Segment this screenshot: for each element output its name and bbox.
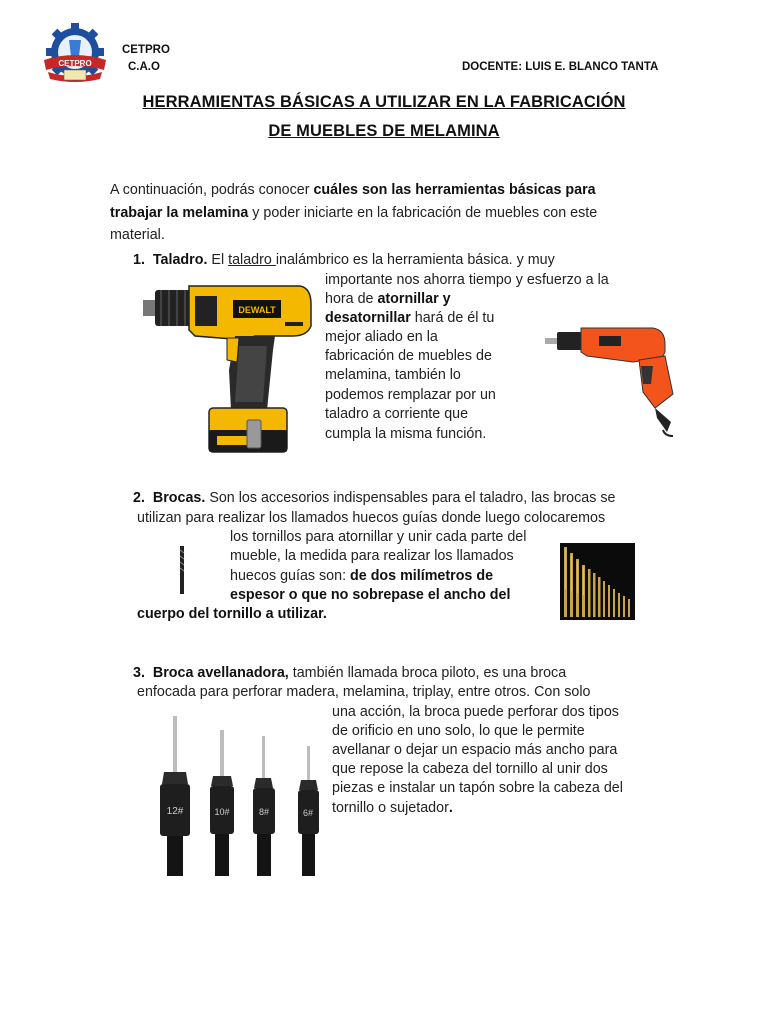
countersink-bits-image (150, 712, 330, 882)
s1-line-4: desatornillar hará de él tu (325, 310, 495, 326)
org-code: C.A.O (128, 61, 160, 73)
s1-line-1: 1. Taladro. El taladro inalámbrico es la herramienta básica. y muy (133, 252, 555, 268)
s1-line-8: podemos remplazar por un (325, 387, 496, 403)
cordless-drill-image (135, 280, 315, 455)
s2-line-4: mueble, la medida para realizar los llamados (230, 548, 514, 564)
countersink-bit (210, 730, 234, 876)
bit-size-label: 8# (258, 807, 270, 817)
s1-line-6: fabricación de muebles de (325, 348, 492, 364)
bit-size-label: 10# (214, 807, 230, 817)
corded-drill-image (543, 322, 683, 438)
s3-line-6: que repose la cabeza del tornillo al unir dos (332, 761, 608, 777)
countersink-bit (298, 746, 319, 876)
drill-bit-image (150, 540, 216, 598)
s1-line-10: cumpla la misma función. (325, 426, 487, 442)
s1-line-9: taladro a corriente que (325, 406, 469, 422)
s1-line-5: mejor aliado en la (325, 329, 438, 345)
org-name: CETPRO (122, 44, 170, 56)
drill-brand-label: DEWALT (238, 305, 276, 315)
countersink-bit (253, 736, 275, 876)
s2-line-3: los tornillos para atornillar y unir cada parte del (230, 529, 527, 545)
s3-line-3: una acción, la broca puede perforar dos tipos (332, 704, 619, 720)
intro-line-2: trabajar la melamina y poder iniciarte en la fabricación de muebles con este (110, 205, 598, 221)
bit-size-label: 6# (302, 808, 314, 818)
s3-line-8: tornillo o sujetador. (332, 800, 453, 816)
intro-line-3: material. (110, 227, 165, 243)
s2-line-2: utilizan para realizar los llamados huecos guías donde luego colocaremos (137, 510, 606, 526)
intro-line-1: A continuación, podrás conocer cuáles son las herramientas básicas para (110, 182, 596, 198)
countersink-bit (160, 716, 190, 876)
s1-line-7: melamina, también lo (325, 367, 461, 383)
s1-line-2: importante nos ahorra tiempo y esfuerzo a la (325, 272, 609, 288)
s3-line-1: 3. Broca avellanadora, también llamada broca piloto, es una broca (133, 665, 567, 681)
bit-size-label: 12# (166, 806, 184, 817)
s2-line-5: huecos guías son: de dos milímetros de (230, 568, 494, 584)
s3-line-7: piezas e instalar un tapón sobre la cabeza del (332, 780, 623, 796)
teacher-name: DOCENTE: LUIS E. BLANCO TANTA (462, 61, 659, 73)
s3-line-2: enfocada para perforar madera, melamina, triplay, entre otros. Con solo (137, 684, 591, 700)
s2-line-7: cuerpo del tornillo a utilizar. (137, 606, 327, 622)
s2-line-6: espesor o que no sobrepase el ancho del (230, 587, 511, 603)
s2-line-1: 2. Brocas. Son los accesorios indispensables para el taladro, las brocas se (133, 490, 616, 506)
s3-line-4: de orificio en uno solo, lo que le permite (332, 723, 585, 739)
cetpro-logo (38, 22, 112, 86)
s3-line-5: avellanar o dejar un espacio más ancho para (332, 742, 618, 758)
drill-bit-set-image (560, 543, 635, 620)
page-title-line2: DE MUEBLES DE MELAMINA (268, 122, 500, 140)
logo-text: CETPRO (58, 59, 92, 68)
s1-line-3: hora de atornillar y (325, 291, 451, 307)
page-title-line1: HERRAMIENTAS BÁSICAS A UTILIZAR EN LA FABRICACIÓN (142, 93, 626, 111)
